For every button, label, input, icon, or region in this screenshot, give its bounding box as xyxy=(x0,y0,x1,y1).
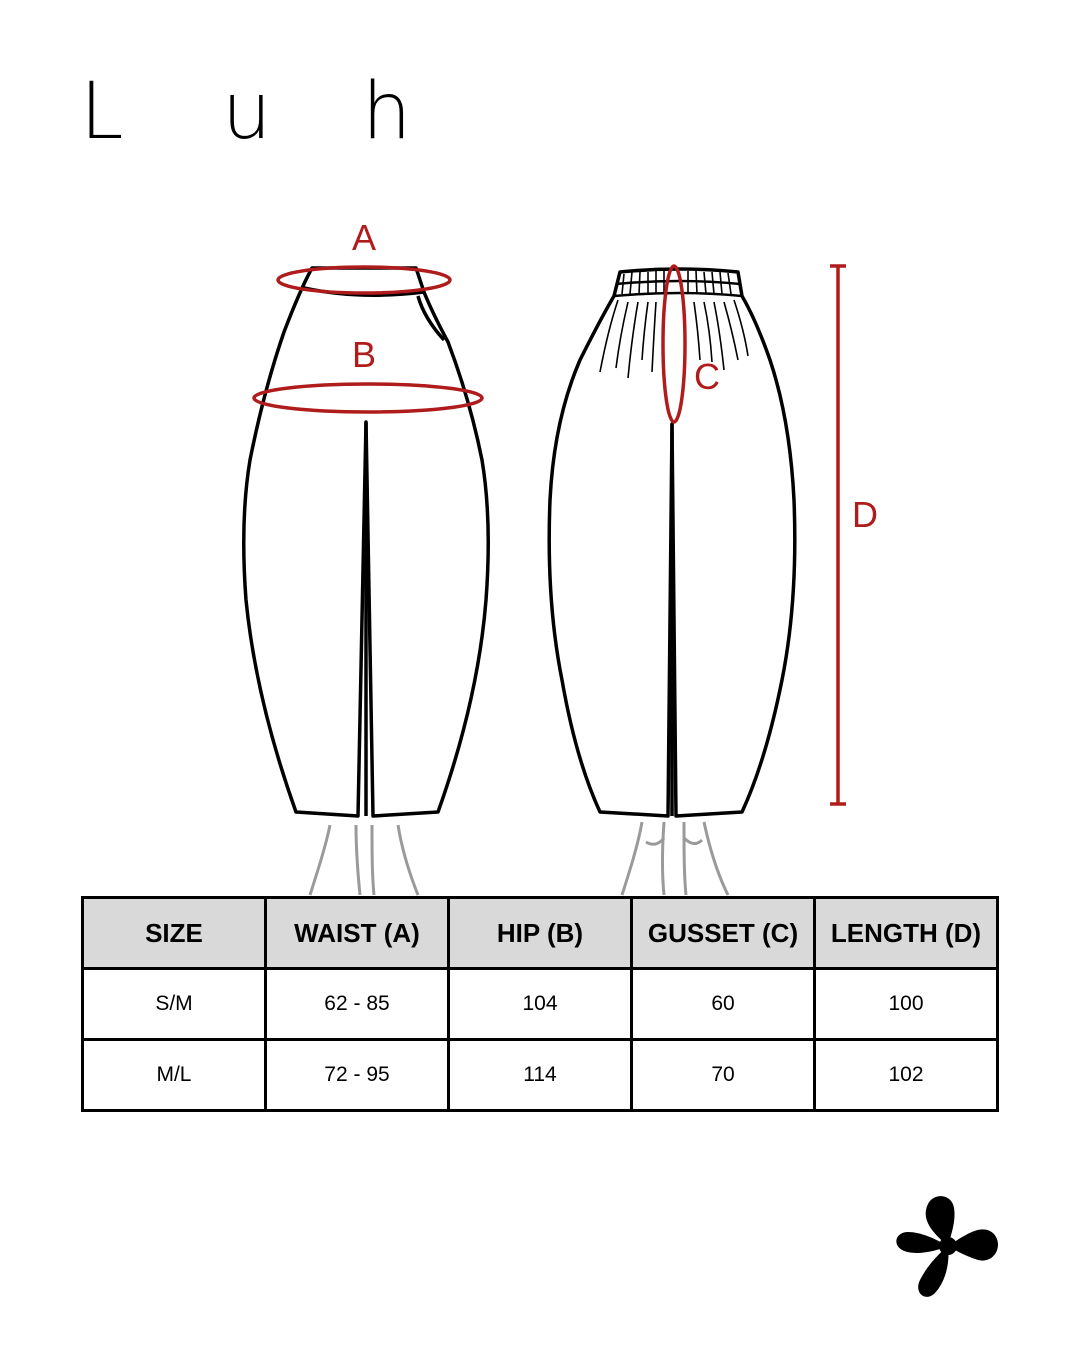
cell-size: S/M xyxy=(83,969,266,1040)
header-size: SIZE xyxy=(83,898,266,969)
table-header-row xyxy=(83,898,998,969)
cell-waist: 62 - 85 xyxy=(266,969,449,1040)
brand-letter: h xyxy=(362,67,412,157)
flower-logo-icon xyxy=(890,1190,1005,1302)
gusset-measure-ellipse xyxy=(663,266,685,422)
header-gusset: GUSSET (C) xyxy=(632,898,815,969)
waist-measure-ellipse xyxy=(278,267,450,293)
label-d: D xyxy=(852,494,878,535)
cell-waist: 72 - 95 xyxy=(266,1040,449,1111)
label-c: C xyxy=(694,356,720,397)
label-b: B xyxy=(352,334,377,375)
waist-gathers-icon xyxy=(600,271,748,378)
brand-letter: u xyxy=(222,67,272,157)
hip-measure-ellipse xyxy=(254,384,482,412)
header-length: LENGTH (D) xyxy=(815,898,998,969)
back-legs-icon xyxy=(622,822,728,895)
cell-length: 100 xyxy=(815,969,998,1040)
cell-size: M/L xyxy=(83,1040,266,1111)
label-a: A xyxy=(352,217,377,258)
table-row xyxy=(83,1040,998,1111)
table-row xyxy=(83,969,998,1040)
cell-hip: 104 xyxy=(449,969,632,1040)
cell-hip: 114 xyxy=(449,1040,632,1111)
cell-gusset: 60 xyxy=(632,969,815,1040)
front-legs-icon xyxy=(310,825,418,895)
header-waist: WAIST (A) xyxy=(266,898,449,969)
cell-gusset: 70 xyxy=(632,1040,815,1111)
header-hip: HIP (B) xyxy=(449,898,632,969)
cell-length: 102 xyxy=(815,1040,998,1111)
brand-letter: L xyxy=(80,67,124,157)
size-chart-table xyxy=(81,896,999,1112)
back-pants-icon xyxy=(549,269,795,816)
